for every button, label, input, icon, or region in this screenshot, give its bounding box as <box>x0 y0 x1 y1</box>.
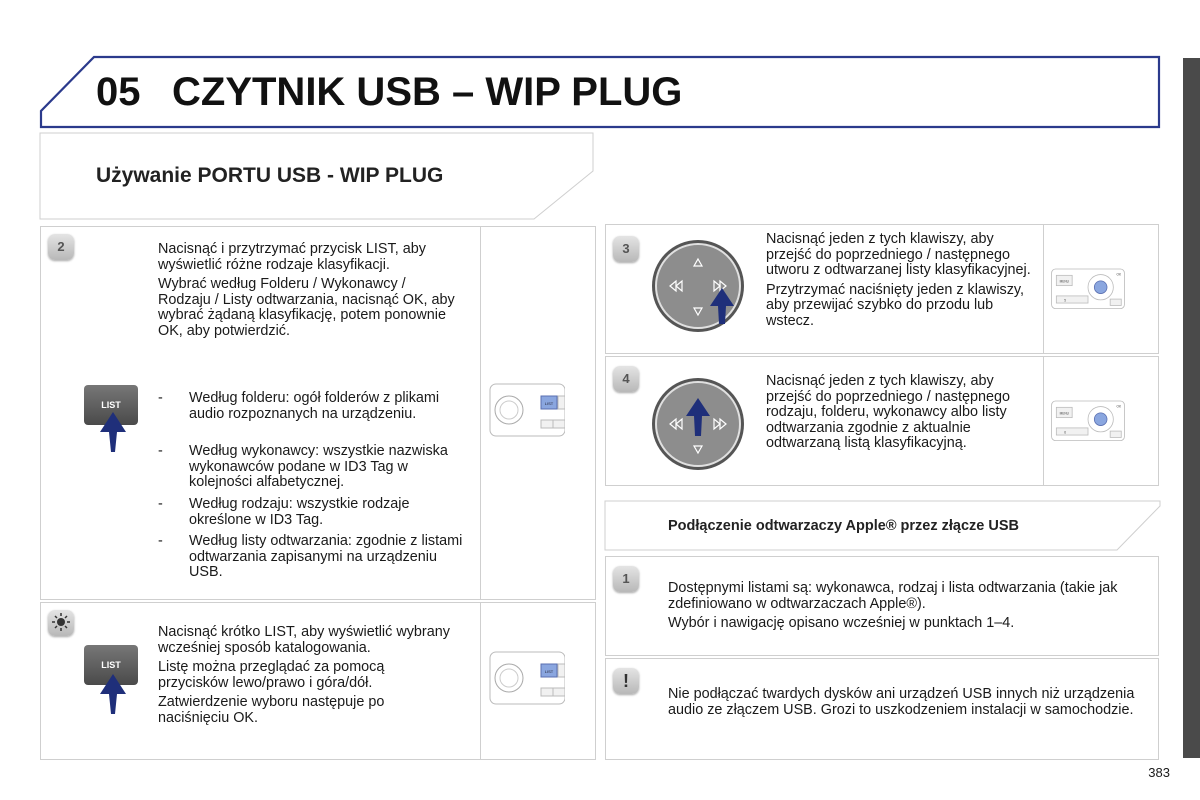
bullet-text: Według folderu: ogół folderów z plikami audio rozpoznanych na urządzeniu. <box>189 390 440 422</box>
page-number: 383 <box>1148 765 1170 780</box>
radio-panel-diagram <box>1050 390 1126 450</box>
apple-section-title: Podłączenie odtwarzaczy Apple® przez złącze USB <box>668 518 1019 534</box>
chapter-title: CZYTNIK USB – WIP PLUG <box>172 70 683 114</box>
step-badge: 2 <box>48 234 74 260</box>
section-title: Używanie PORTU USB - WIP PLUG <box>96 164 444 187</box>
warning-badge-label: ! <box>623 671 629 691</box>
tip-paragraph: Listę można przeglądać za pomocą przycisków lewo/prawo i góra/dół. <box>158 659 385 691</box>
nav-pad-illustration <box>650 238 746 334</box>
step2-divider <box>480 226 481 600</box>
step3-text <box>766 232 1036 334</box>
chapter-number: 05 <box>96 70 141 114</box>
bullet-text: Według rodzaju: wszystkie rodzaje określone w ID3 Tag. <box>189 496 410 528</box>
step2-paragraph: Wybrać według Folderu / Wykonawcy / Rodzaju / Listy odtwarzania, nacisnąć OK, aby wybrać żądaną klasyfikację, potem ponownie OK, aby potwierdzić. <box>158 276 455 339</box>
panel-menu-label: MENU <box>1059 411 1069 416</box>
bullet-dash: - <box>158 390 163 406</box>
step3-paragraph: Przytrzymać naciśnięty jeden z klawiszy, aby przewijać szybko do przodu lub wstecz. <box>766 281 1025 329</box>
radio-panel-diagram <box>1050 258 1126 318</box>
sun-tip-icon <box>48 610 74 636</box>
panel-menu-label: MENU <box>1059 279 1069 284</box>
warning-paragraph: Nie podłączać twardych dysków ani urządzeń USB innych niż urządzenia audio ze złączem USB. Grozi to uszkodzeniem instalacji w samochodzie. <box>668 686 1135 718</box>
tip-paragraph: Zatwierdzenie wyboru następuje po naciśnięciu OK. <box>158 694 385 726</box>
list-button-label: LIST <box>101 660 121 670</box>
nav-pad-illustration <box>650 376 746 472</box>
list-button-label: LIST <box>101 400 121 410</box>
step2-text <box>158 242 458 344</box>
warning-text <box>668 687 1150 722</box>
step3-paragraph: Nacisnąć jeden z tych klawiszy, aby przejść do poprzedniego / następnego utworu z odtwarzanej listy klasyfikacyjnej. <box>766 231 1031 279</box>
apple-paragraph: Wybór i nawigację opisano wcześniej w punktach 1–4. <box>668 615 1015 632</box>
apple-paragraph: Dostępnymi listami są: wykonawca, rodzaj i lista odtwarzania (takie jak zdefiniowano w odtwarzaczach Apple®). <box>668 580 1118 612</box>
bullet-dash: - <box>158 533 163 549</box>
bullet-dash: - <box>158 443 163 459</box>
radio-panel-diagram <box>489 380 565 440</box>
bullet-text: Według listy odtwarzania: zgodnie z listami odtwarzania zapisanymi na urządzeniu USB. <box>189 533 463 581</box>
radio-panel-diagram <box>489 648 565 708</box>
arrow-up-icon <box>98 410 128 454</box>
bullet-text: Według wykonawcy: wszystkie nazwiska wykonawców podane w ID3 Tag w kolejności alfabetycznej. <box>189 443 448 491</box>
exclamation-icon <box>613 668 639 694</box>
arrow-up-icon <box>98 672 128 716</box>
step4-paragraph: Nacisnąć jeden z tych klawiszy, aby przejść do poprzedniego / następnego rodzaju, folderu, wykonawcy albo listy odtwarzania zgodnie z aktualnie odtwarzaną listą klasyfikacyjną. <box>766 373 1011 452</box>
side-tab <box>1183 58 1200 758</box>
step-badge: 1 <box>613 566 639 592</box>
tip-divider <box>480 602 481 760</box>
step-badge: 3 <box>613 236 639 262</box>
panel-list-label: LIST <box>544 669 554 674</box>
tip-text <box>158 625 458 731</box>
step3-divider <box>1043 224 1044 354</box>
step-badge: 4 <box>613 366 639 392</box>
panel-ok-label: OK <box>1116 404 1122 409</box>
panel-ok-label: OK <box>1116 272 1122 277</box>
panel-six-label: 6 <box>1064 430 1067 435</box>
panel-list-label: LIST <box>544 401 554 406</box>
bullet-dash: - <box>158 496 163 512</box>
panel-five-label: 5 <box>1064 298 1067 303</box>
tip-paragraph: Nacisnąć krótko LIST, aby wyświetlić wybrany wcześniej sposób katalogowania. <box>158 624 450 656</box>
apple-text <box>668 581 1148 636</box>
step4-text <box>766 374 1036 456</box>
step2-paragraph: Nacisnąć i przytrzymać przycisk LIST, aby wyświetlić różne rodzaje klasyfikacji. <box>158 241 426 273</box>
step4-divider <box>1043 356 1044 486</box>
